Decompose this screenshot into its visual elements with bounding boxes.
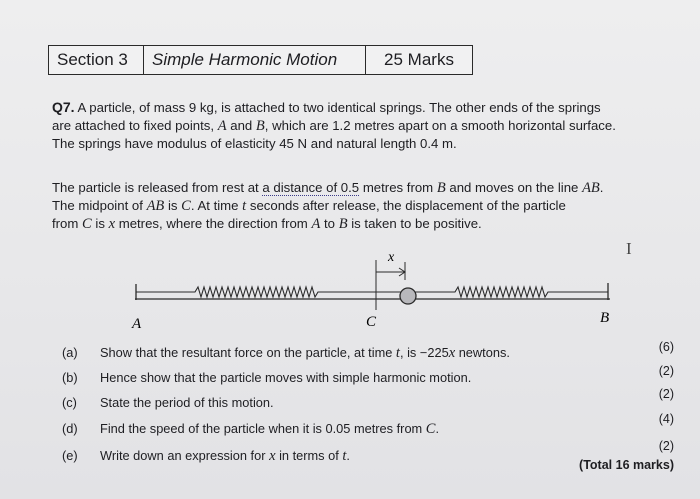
math-var: t [242, 198, 247, 214]
part-text-segment: Write down an expression for [100, 448, 266, 463]
part-label: (e) [62, 448, 78, 463]
section-header [48, 45, 473, 75]
question-number: Q7. [52, 99, 75, 115]
label-a: A [132, 316, 142, 332]
section-marks: 25 Marks [384, 50, 454, 69]
math-var: B [436, 180, 446, 196]
setup-text: . [599, 180, 604, 195]
setup-text: to [324, 216, 336, 231]
math-var: AB [582, 180, 600, 196]
question-setup [52, 179, 672, 233]
part-label: (d) [62, 421, 78, 436]
math-var: C [181, 198, 191, 214]
part-c [62, 387, 674, 413]
part-text: State the period of this motion. [100, 395, 274, 410]
math-var: C [425, 421, 436, 437]
intro-line-3: The springs have modulus of elasticity 45 N and natural length 0.4 m. [52, 136, 457, 151]
label-c: C [366, 314, 377, 330]
total-marks: (Total 16 marks) [579, 458, 674, 472]
part-marks: (2) [658, 364, 674, 378]
section-number: Section 3 [49, 46, 144, 74]
label-x: x [388, 250, 395, 265]
part-marks: (6) [658, 340, 674, 354]
spring-diagram [120, 248, 620, 336]
part-marks: (4) [658, 412, 674, 426]
setup-text: . At time [190, 198, 239, 213]
intro-text: , which are 1.2 metres apart on a smooth horizontal surface. [264, 118, 616, 133]
math-var: B [338, 216, 348, 232]
part-marks: (2) [658, 439, 674, 453]
right-spring [413, 287, 608, 297]
math-var: x [448, 345, 456, 361]
setup-text: and moves on the line [449, 180, 579, 195]
text-cursor-icon: I [626, 239, 632, 258]
part-text-segment: in terms of [279, 448, 339, 463]
part-text-segment: newtons. [458, 345, 510, 360]
label-b: B [600, 310, 610, 326]
part-text [100, 345, 510, 362]
part-label: (b) [62, 370, 78, 385]
part-b [62, 364, 674, 388]
part-text [100, 448, 350, 465]
part-label: (a) [62, 345, 78, 360]
setup-text: is [95, 216, 105, 231]
setup-text: is taken to be positive. [351, 216, 482, 231]
intro-text: and [230, 118, 253, 133]
part-text-segment: Find the speed of the particle when it is 0.05 metres from [100, 421, 423, 436]
math-var: AB [146, 198, 165, 214]
setup-text: seconds after release, the displacement of the particle [249, 198, 566, 213]
setup-text: metres, where the direction from [118, 216, 308, 231]
math-var: A [217, 118, 227, 134]
intro-text: are attached to fixed points, [52, 118, 215, 133]
section-topic: Simple Harmonic Motion [144, 46, 366, 74]
highlighted-distance: a distance of 0.5 [262, 180, 360, 195]
setup-text: metres from [362, 180, 434, 195]
setup-text: from [52, 216, 79, 231]
left-spring [136, 287, 403, 297]
math-var: t [395, 345, 400, 361]
particle [400, 288, 416, 304]
part-label: (c) [62, 395, 77, 410]
part-text-segment: Show that the resultant force on the particle, at time [100, 345, 393, 360]
math-var: C [82, 216, 92, 232]
part-text: Hence show that the particle moves with simple harmonic motion. [100, 370, 472, 385]
part-d [62, 412, 674, 439]
part-marks: (2) [658, 387, 674, 401]
math-var: x [269, 448, 276, 464]
part-text [100, 421, 439, 438]
intro-line-1: A particle, of mass 9 kg, is attached to two identical springs. The other ends of the springs [77, 100, 601, 115]
part-text-segment: , is −225 [399, 345, 449, 360]
math-var: t [342, 448, 347, 464]
part-text-segment: . [346, 448, 350, 463]
part-a [62, 340, 674, 363]
math-var: x [108, 216, 116, 232]
math-var: A [311, 216, 321, 232]
part-text-segment: . [435, 421, 440, 436]
math-var: B [255, 118, 265, 134]
setup-text: is [167, 198, 178, 213]
setup-text: The midpoint of [52, 198, 143, 213]
setup-text: The particle is released from rest at [52, 180, 259, 195]
question-intro [52, 98, 672, 153]
